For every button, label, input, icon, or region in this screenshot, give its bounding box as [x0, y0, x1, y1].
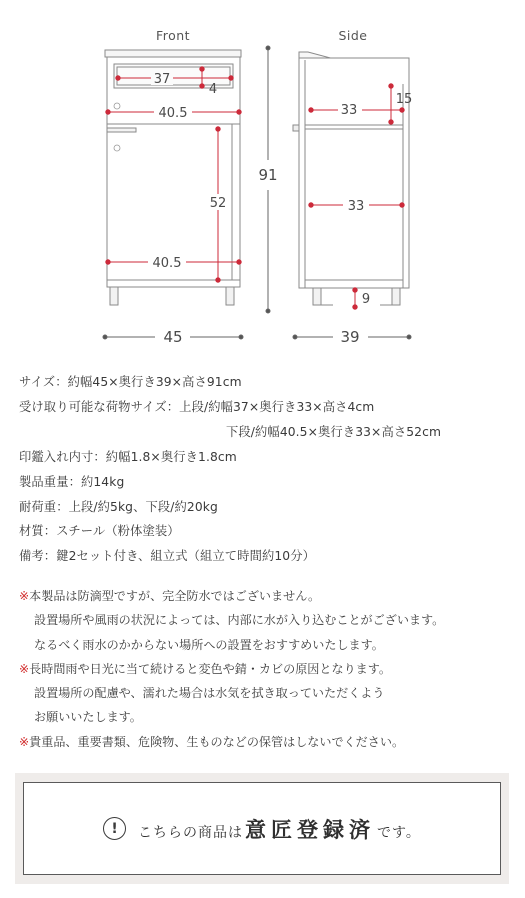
overall-depth-dim: 39 — [340, 328, 360, 346]
front-view-label: Front — [155, 28, 191, 43]
note-mark: ※ — [19, 734, 30, 749]
caution-notes: ※本製品は防滴型ですが、完全防水ではございません。 設置場所や風雨の状況によっては、内部に水が入り込むことがございます。 なるべく雨水のかからない場所への設置をおすすめいたします。 ※長時間雨や日光に当て続けると変色や錆・カビの原因となります。 設置場所の配慮や、濡れた場合は水気を拭き取っていただくよう お願いいたします。 ※貴重品、重要書類、危険物、生ものなどの保管はしないでください。 — [19, 584, 519, 754]
overall-height-dim: 91 — [258, 166, 278, 184]
dimension-diagram — [0, 0, 525, 360]
spec-weight: 製品重量：約14kg — [19, 474, 125, 489]
side-view-label: Side — [338, 28, 368, 43]
roof-height-dim: 15 — [395, 92, 413, 107]
spec-material: 材質：スチール（粉体塗装） — [19, 524, 180, 539]
note-item: ※貴重品、重要書類、危険物、生ものなどの保管はしないでください。 — [19, 734, 405, 749]
note-item: ※本製品は防滴型ですが、完全防水ではございません。 — [19, 589, 321, 603]
banner-text: こちらの商品は意匠登録済 です。 — [138, 817, 421, 842]
lower-inner-width-dim: 40.5 — [152, 256, 182, 271]
lower-height-dim: 52 — [209, 196, 227, 211]
spec-package-lower: 下段/約幅40.5×奥行き33×高さ52cm — [226, 424, 442, 439]
note-item: ※長時間雨や日光に当て続けると変色や錆・カビの原因となります。 — [19, 661, 391, 676]
spec-size: サイズ：約幅45×奥行き39×高さ91cm — [19, 375, 242, 389]
side-cabinet-outline — [293, 52, 409, 305]
upper-width-dim: 37 — [153, 72, 171, 87]
design-registered-label: 意匠登録済 — [245, 817, 376, 842]
design-registered-banner — [15, 773, 509, 884]
lower-depth-dim: 33 — [347, 199, 365, 214]
exclamation-circle-icon: ! — [103, 817, 126, 840]
roof-depth-dim: 33 — [340, 103, 358, 118]
spec-remarks: 備考：鍵2セット付き、組立式（組立て時間約10分） — [19, 549, 316, 564]
overall-width-dim: 45 — [163, 328, 183, 346]
upper-height-dim: 4 — [208, 82, 218, 97]
spec-list — [19, 370, 519, 569]
leg-height-dim: 9 — [361, 292, 371, 307]
spec-load: 耐荷重：上段/約5kg、下段/約20kg — [19, 499, 218, 514]
note-mark: ※ — [19, 589, 30, 603]
spec-package-upper: 受け取り可能な荷物サイズ：上段/約幅37×奥行き33×高さ4cm — [19, 399, 375, 414]
spec-stamp-inner: 印鑑入れ内寸：約幅1.8×奥行き1.8cm — [19, 449, 237, 464]
upper-inner-width-dim: 40.5 — [158, 106, 188, 121]
note-mark: ※ — [19, 661, 30, 676]
